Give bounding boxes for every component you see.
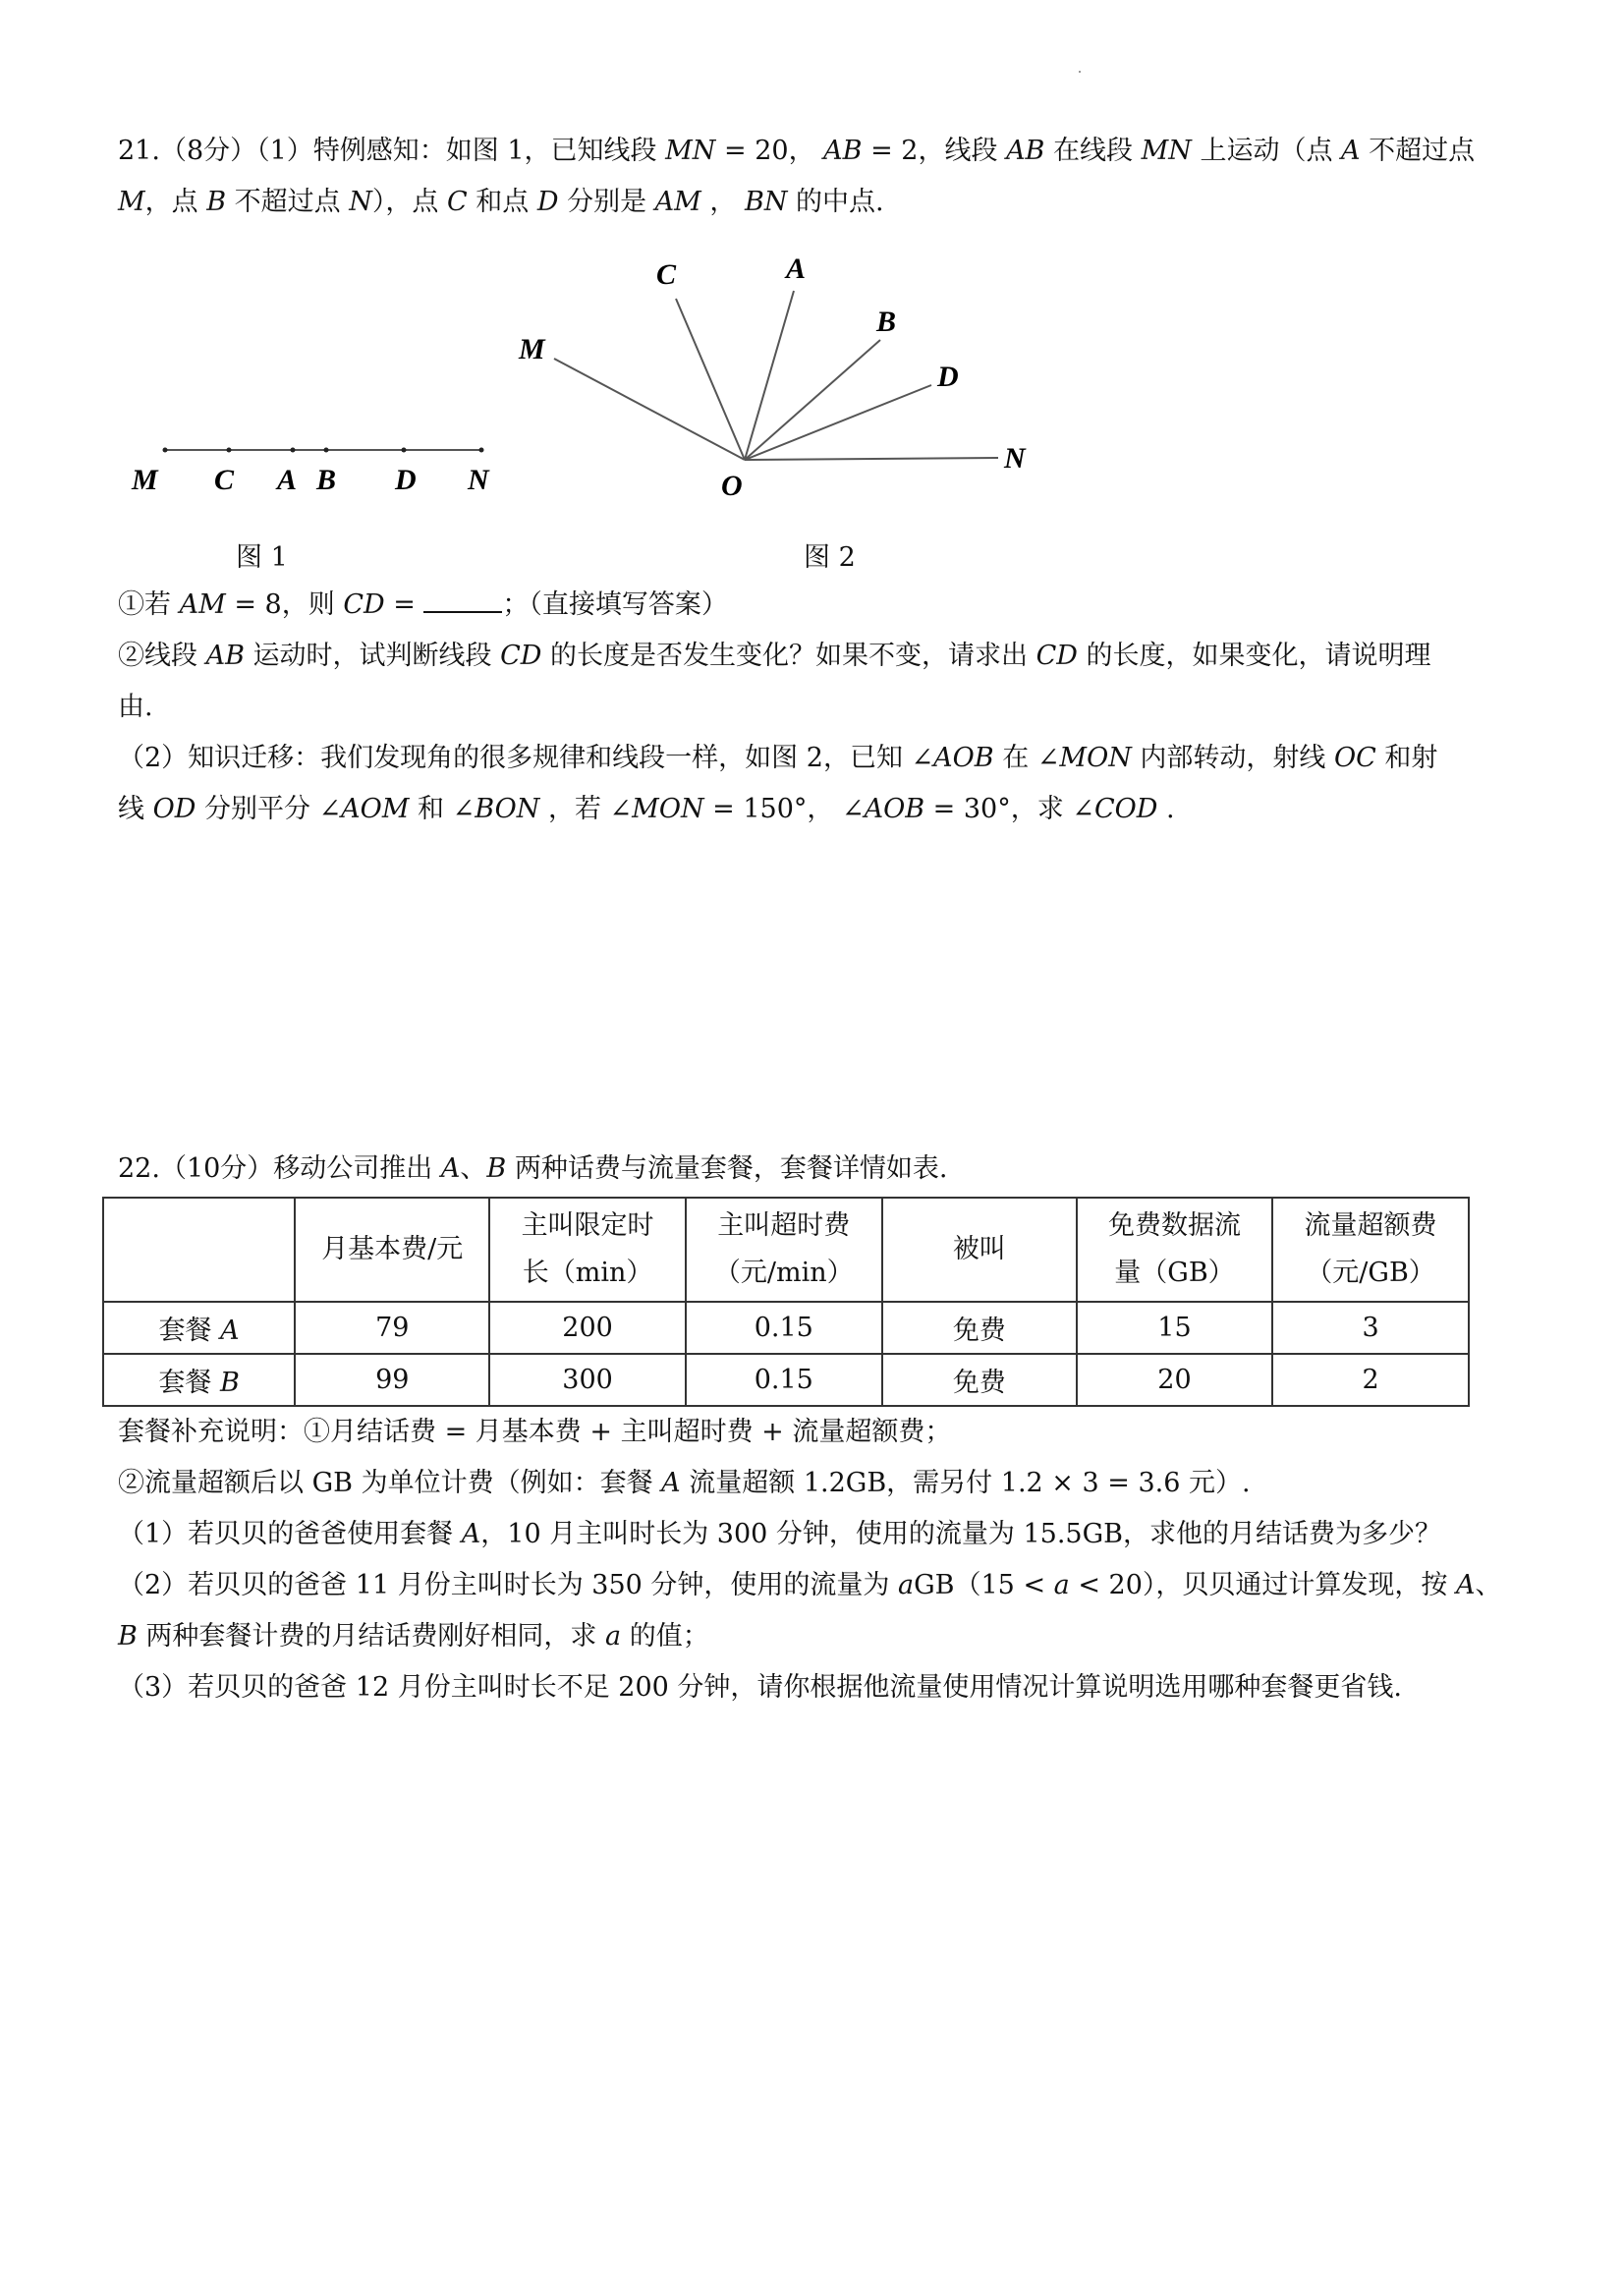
table-cell: 3 [1272,1302,1469,1354]
var-mn: MN [1141,136,1192,166]
q21-sub-1 [118,586,1525,625]
header-call-limit: 主叫限定时 长（min） [489,1198,685,1302]
text: 不超过点 [1360,136,1476,166]
ray-oa [745,291,794,460]
figure-2-caption: 图 2 [804,542,856,573]
q21-line-2 [118,183,1525,222]
table-cell: 15 [1077,1302,1272,1354]
text: < 20），贝贝通过计算发现，按 [1069,1570,1456,1600]
point-n [479,448,484,453]
label-a: A [277,464,298,496]
var-ab: AB [205,641,245,671]
text: ②线段 [118,641,206,671]
text: 的值； [621,1621,709,1652]
table-cell: 200 [489,1302,685,1354]
q22-intro [118,1149,1525,1189]
ray-on [745,458,998,460]
var-a: A [461,1519,481,1549]
text: 流量超额 1.2GB，需另付 1.2 × 3 = 3.6 元）. [680,1468,1251,1498]
table-header-row [103,1198,1469,1302]
plan-name: 套餐 B [103,1354,295,1406]
text: . [1157,794,1175,824]
angle-aob: ∠AOB [911,743,994,773]
text: 分别平分 [196,794,319,824]
label-m: M [132,464,158,496]
var-am: AM [654,187,701,217]
angle-aob: ∠AOB [841,794,925,824]
point-c [227,448,232,453]
label-c: C [214,464,235,496]
var-mn: MN [665,136,716,166]
label-d: D [937,361,959,393]
table-row [103,1354,1469,1406]
text: = 8，则 [225,589,344,620]
text: 两种套餐计费的月结话费刚好相同，求 [137,1621,606,1652]
table-row [103,1302,1469,1354]
text: = 20， [715,136,824,166]
header-free-data: 免费数据流 量（GB） [1077,1198,1272,1302]
ray-oc [676,299,745,460]
header-monthly-fee: 月基本费/元 [295,1198,489,1302]
text: 线 [118,794,153,824]
var-a: a [605,1621,622,1652]
text: 两种话费与流量套餐，套餐详情如表. [506,1153,948,1184]
header-empty [103,1198,295,1302]
text: 运动时，试判断线段 [244,641,501,671]
text: = 150°， [703,794,842,824]
text: 在线段 [1044,136,1142,166]
q22-heading: 22.（10分）移动公司推出 [118,1153,441,1184]
q22-question-2-cont [118,1617,1525,1656]
text: ，若 [539,794,610,824]
angle-mon: ∠MON [609,794,704,824]
label-b: B [316,464,337,496]
ray-oc: OC [1334,743,1376,773]
text: 由. [118,692,153,722]
var-b: B [118,1621,138,1652]
text: = 2，线段 [862,136,1007,166]
var-cd: CD [1035,641,1078,671]
text: ，点 [144,187,207,217]
plan-name: 套餐 A [103,1302,295,1354]
label-b: B [876,306,897,338]
speck [1079,71,1081,73]
text: ；（直接填写答案） [502,589,728,620]
point-a [291,448,296,453]
var-b: B [486,1153,507,1184]
text: 在 [993,743,1037,773]
table-cell: 免费 [882,1354,1077,1406]
text: 、 [460,1153,487,1184]
point-m [163,448,168,453]
angle-cod: ∠COD [1072,794,1158,824]
q22-note-1: 套餐补充说明：①月结话费 = 月基本费 + 主叫超时费 + 流量超额费； [118,1417,952,1447]
point-d [402,448,407,453]
header-data-overage: 流量超额费 （元/GB） [1272,1198,1469,1302]
answer-blank [423,588,502,613]
table-cell: 20 [1077,1354,1272,1406]
var-b: B [206,187,227,217]
ray-om [554,359,745,460]
angle-mon: ∠MON [1036,743,1132,773]
label-c: C [656,258,677,291]
label-o: O [721,470,743,502]
var-ab: AB [1006,136,1045,166]
text: （2）若贝贝的爸爸 11 月份主叫时长为 350 分钟，使用的流量为 [118,1570,898,1600]
var-m: M [118,187,145,217]
label-n: N [468,464,489,496]
var-a: a [897,1570,915,1600]
table-cell: 79 [295,1302,489,1354]
var-a: a [1053,1570,1070,1600]
text: ②流量超额后以 GB 为单位计费（例如：套餐 [118,1468,662,1498]
var-a: A [1456,1570,1476,1600]
text: 、 [1475,1570,1502,1600]
text: （1）若贝贝的爸爸使用套餐 [118,1519,462,1549]
label-n: N [1004,442,1026,475]
text: 和点 [467,187,537,217]
point-b [324,448,329,453]
ray-od [745,385,931,460]
header-overtime-fee: 主叫超时费 （元/min） [686,1198,882,1302]
label-m: M [519,333,545,365]
text: 和 [409,794,453,824]
q21-part-2 [118,739,1525,778]
text: 上运动（点 [1191,136,1342,166]
text: 内部转动，射线 [1131,743,1335,773]
var-bn: BN [744,187,788,217]
text: GB（15 < [914,1570,1054,1600]
text: ），点 [371,187,447,217]
var-a: A [661,1468,681,1498]
label-d: D [395,464,417,496]
plan-table [102,1197,1470,1407]
label-a: A [786,252,807,285]
text: = [384,589,424,620]
figure-2 [511,246,1061,511]
table-cell: 300 [489,1354,685,1406]
q21-sub-2 [118,637,1525,676]
q21-sub-2-cont [118,688,1525,727]
angle-aom: ∠AOM [318,794,410,824]
table-cell: 0.15 [686,1302,882,1354]
table-cell: 99 [295,1354,489,1406]
var-a: A [1341,136,1361,166]
text: ， [700,187,745,217]
q21-heading: 21.（8分）（1）特例感知：如图 1，已知线段 [118,136,666,166]
text: ，10 月主叫时长为 300 分钟，使用的流量为 15.5GB，求他的月结话费为多少？ [480,1519,1442,1549]
table-cell: 2 [1272,1354,1469,1406]
text: 的中点. [787,187,884,217]
text: 分别是 [558,187,655,217]
text: （2）知识迁移：我们发现角的很多规律和线段一样，如图 2，已知 [118,743,912,773]
text: 和射 [1375,743,1438,773]
q22-note-2 [118,1464,1525,1503]
figure-1 [118,422,511,501]
q22-question-2 [118,1566,1525,1605]
text: 不超过点 [226,187,350,217]
q21-part-2-cont [118,790,1525,829]
text: 的长度，如果变化，请说明理 [1077,641,1431,671]
q22-question-1 [118,1515,1525,1554]
var-cd: CD [343,589,385,620]
var-c: C [446,187,468,217]
var-am: AM [179,589,226,620]
ray-ob [745,340,880,460]
var-d: D [536,187,559,217]
figure-1-caption: 图 1 [236,542,288,573]
table-cell: 0.15 [686,1354,882,1406]
var-ab: AB [823,136,863,166]
text: = 30°，求 [924,794,1073,824]
header-incoming: 被叫 [882,1198,1077,1302]
text: ①若 [118,589,180,620]
table-cell: 免费 [882,1302,1077,1354]
ray-od: OD [152,794,196,824]
var-n: N [349,187,372,217]
var-cd: CD [500,641,542,671]
var-a: A [440,1153,461,1184]
q21-line-1 [118,132,1525,171]
q22-question-3: （3）若贝贝的爸爸 12 月份主叫时长不足 200 分钟，请你根据他流量使用情况计算说明选用哪种套餐更省钱. [118,1672,1402,1703]
text: 的长度是否发生变化？如果不变，请求出 [541,641,1036,671]
angle-bon: ∠BON [452,794,540,824]
